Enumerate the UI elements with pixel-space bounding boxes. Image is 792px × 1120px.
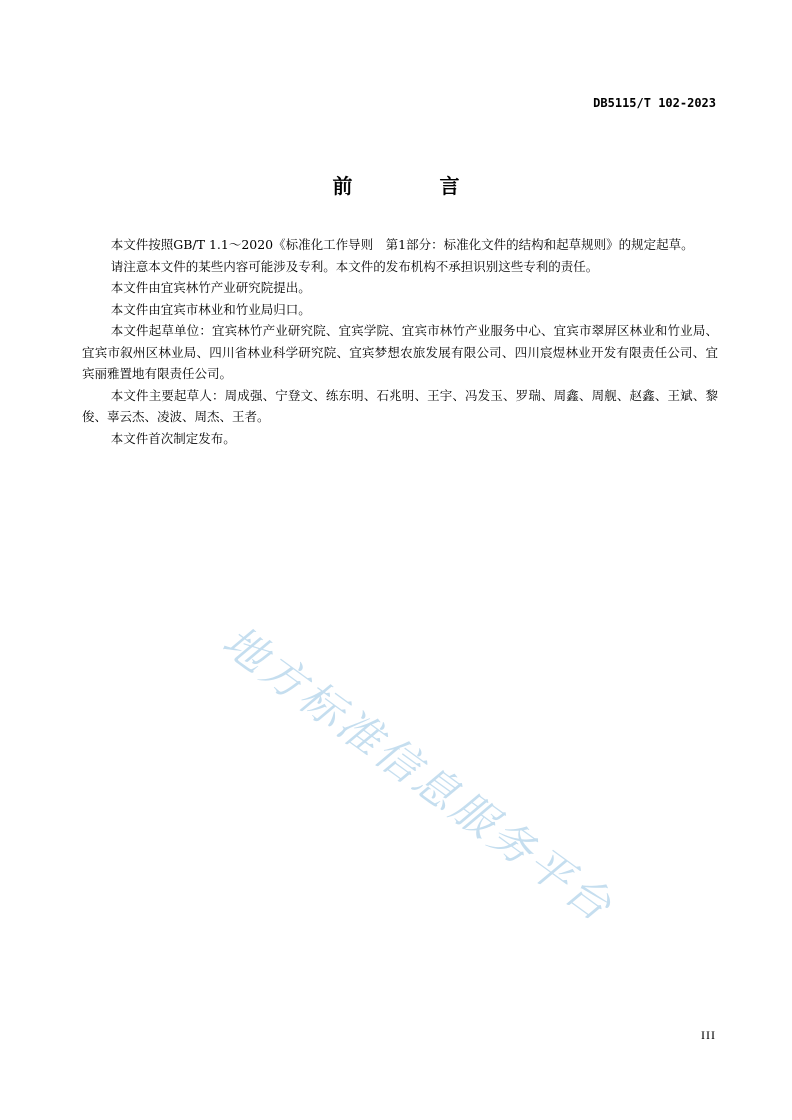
paragraph-administrator: 本文件由宜宾市林业和竹业局归口。 bbox=[110, 301, 311, 317]
paragraph-drafting-units: 本文件起草单位：宜宾林竹产业研究院、宜宾学院、宜宾市林竹产业服务中心、宜宾市翠屏区林业和竹业局、宜宾市叙州区林业局、四川省林业科学研究院、宜宾梦想农旅发展有限公司、四川宸煜林业开发有限责任公司、宜宾丽雅置地有限责任公司。 bbox=[82, 323, 718, 381]
paragraph-drafting-rules: 本文件按照GB/T 1.1～2020《标准化工作导则 第1部分：标准化文件的结构和起草规则》的规定起草。 bbox=[110, 237, 694, 252]
watermark: 地方标准信息服务平台 bbox=[213, 616, 623, 934]
page-title: 前 言 bbox=[332, 174, 500, 198]
paragraph-proposer: 本文件由宜宾林竹产业研究院提出。 bbox=[110, 280, 311, 295]
page-number: III bbox=[701, 1028, 716, 1042]
foreword-body bbox=[82, 234, 718, 449]
paragraph-first-release: 本文件首次制定发布。 bbox=[110, 430, 236, 446]
document-code: DB5115/T 102-2023 bbox=[593, 96, 716, 110]
paragraph-drafters: 本文件主要起草人：周成强、宁登文、练东明、石兆明、王宇、冯发玉、罗瑞、周鑫、周舰、赵鑫、王斌、黎俊、辜云杰、凌波、周杰、王者。 bbox=[82, 387, 718, 424]
paragraph-patent-notice: 请注意本文件的某些内容可能涉及专利。本文件的发布机构不承担识别这些专利的责任。 bbox=[110, 258, 599, 274]
